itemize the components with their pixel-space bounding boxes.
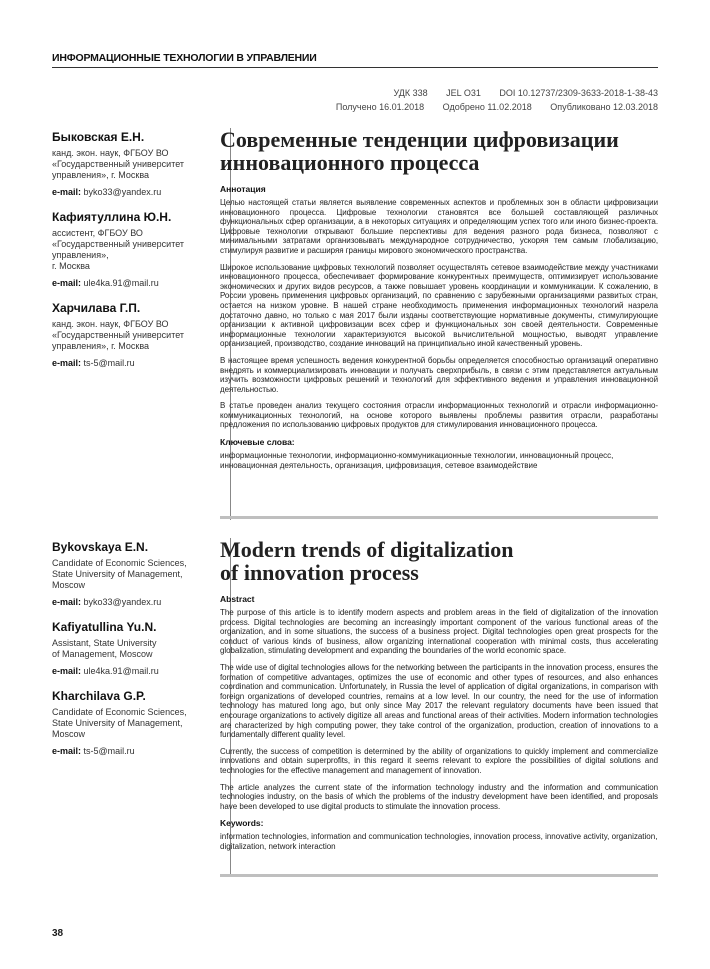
author-affiliation: канд. экон. наук, ФГБОУ ВО «Государственный университет управления», г. Москва <box>52 148 185 180</box>
udk-code: УДК 338 <box>393 88 428 98</box>
author-name: Кафиятуллина Ю.Н. <box>52 210 172 224</box>
author-block <box>52 130 222 198</box>
author-name: Kharchilava G.P. <box>52 689 146 703</box>
author-block <box>52 540 222 608</box>
author-email[interactable]: ule4ka.91@mail.ru <box>83 666 159 676</box>
author-block <box>52 210 222 289</box>
abstract-paragraph: В статье проведен анализ текущего состояния отрасли информационных технологий и отрасли информационно-коммуникационных технологий, на основе которого выявлены проблемы развития отрасли, разработаны предложения по использованию цифровых продуктов для стимулирования инновационного процесса. <box>220 401 658 430</box>
ru-article <box>220 128 658 470</box>
article-title-ru: Современные тенденции цифровизации инновационного процесса <box>220 127 619 175</box>
keywords-label: Ключевые слова: <box>220 437 295 448</box>
author-email-line <box>52 278 222 289</box>
ru-authors <box>52 130 222 381</box>
author-email[interactable]: ts-5@mail.ru <box>83 358 135 368</box>
author-block <box>52 689 222 757</box>
author-affiliation: канд. экон. наук, ФГБОУ ВО «Государственный университет управления», г. Москва <box>52 319 185 351</box>
approved-date: Одобрено 11.02.2018 <box>442 102 532 112</box>
header-rule <box>52 67 658 68</box>
section-divider-bar <box>220 516 658 519</box>
published-date: Опубликовано 12.03.2018 <box>550 102 658 112</box>
received-date: Получено 16.01.2018 <box>335 102 425 112</box>
en-authors <box>52 540 222 769</box>
abstract-paragraph: The purpose of this article is to identify modern aspects and problem areas in the field of digitalization of the innovation process. Digital technologies are becoming an increasingly important component of the various functional areas of the organization, and in some situations, the success of a business project. Digital technologies open great prospects for the conduct of various kinds of business, allow organizing international cooperation with minimal costs, thus accelerating globalization, stimulating development and expanding the boundaries of the world economic space. <box>220 608 658 656</box>
doi: DOI 10.12737/2309-3633-2018-1-38-43 <box>499 88 658 98</box>
article-dates <box>290 102 658 112</box>
abstract-paragraph: The article analyzes the current state of the information technology industry and the information and communication technologies industry, on the basis of which the problems of the industry development have been identified, and proposals have been developed to use digital products to stimulate the innovation process. <box>220 782 658 811</box>
email-label: e-mail: <box>52 358 82 368</box>
keywords-label: Keywords: <box>220 818 264 829</box>
abstract-paragraph: В настоящее время успешность ведения конкурентной борьбы определяется способностью организаций оперативно внедрять и коммерциализировать инновации и получать сверхприбыль, в связи с этим представляется актуальным изучить возможности цифровых решений и технологий для эффективного ведения и управления инновационной деятельностью. <box>220 355 658 394</box>
author-email-line <box>52 187 222 198</box>
author-email[interactable]: ule4ka.91@mail.ru <box>83 278 159 288</box>
jel-code: JEL O31 <box>446 88 481 98</box>
journal-section-title: ИНФОРМАЦИОННЫЕ ТЕХНОЛОГИИ В УПРАВЛЕНИИ <box>52 52 317 64</box>
author-affiliation: Candidate of Economic Sciences, State University of Management, Moscow <box>52 707 187 739</box>
author-name: Быковская Е.Н. <box>52 130 145 144</box>
author-email-line <box>52 358 222 369</box>
email-label: e-mail: <box>52 187 82 197</box>
author-affiliation: ассистент, ФГБОУ ВО «Государственный университет управления», г. Москва <box>52 228 185 271</box>
keywords-list: информационные технологии, информационно-коммуникационные технологии, инновационный процесс, инновационная деятельность, организация, цифровизация, сетевое взаимодействие <box>220 451 614 470</box>
abstract-paragraph: Currently, the success of competition is determined by the ability of organizations to quickly implement and commercialize innovations and obtain superprofits, in this regard it seems relevant to explore the possibilities of digital solutions and technologies for the effective management and management of innovation. <box>220 746 658 775</box>
en-article <box>220 538 658 851</box>
author-block <box>52 301 222 369</box>
author-email[interactable]: byko33@yandex.ru <box>83 187 162 197</box>
author-block <box>52 620 222 677</box>
email-label: e-mail: <box>52 746 82 756</box>
author-name: Харчилава Г.П. <box>52 301 141 315</box>
article-title-en: Modern trends of digitalization of innovation process <box>220 537 514 585</box>
abstract-paragraph: Широкое использование цифровых технологий позволяет осуществлять сетевое взаимодействие между участниками инновационного процесса, обеспечивает формирование конкурентных преимуществ, оптимизирует использование экономических и других видов ресурсов, а также повышает уровень координации и коммуникации. К сожалению, в России уровень применения цифровых организаций, по сравнению с зарубежными организациями развитых стран, остается на низком уровне. В нашей стране необходимость применения информационных технологий назрела достаточно давно, но только с мая 2017 были изданы соответствующие нормативные документы, стимулирующие организации к активной цифровизации всех сфер и функциональных зон своей деятельности. Современные информационные технологии характеризуются высокой вычислительной мощностью, выводят управление организацией, производство, создание инноваций на принципиально иной качественный уровень. <box>220 262 658 349</box>
email-label: e-mail: <box>52 597 82 607</box>
keywords-list: information technologies, information and communication technologies, innovation process, innovative activity, organization, digitalization, network interaction <box>220 832 658 851</box>
section-divider-bar <box>220 874 658 877</box>
article-ids <box>290 88 658 98</box>
page-number: 38 <box>52 928 64 939</box>
abstract-paragraph: Целью настоящей статьи является выявление современных аспектов и проблемных зон в области цифровизации инновационного процесса. Цифровые технологии становятся все большей составляющей различных функциональных сфер организации, а в некоторых ситуациях и определяющим успех того или иного бизнес-проекта. Цифровые технологии открывают большие перспективы для ведения разного рода бизнеса, позволяют с минимальными затратами организовывать международное сотрудничество, ускоряя тем самым глобализацию, стимулируя развитие и расширяя границы мирового экономического пространства. <box>220 198 658 255</box>
author-email-line <box>52 746 222 757</box>
author-affiliation: Assistant, State University of Management, Moscow <box>52 638 157 659</box>
abstract-label: Abstract <box>220 594 255 604</box>
email-label: e-mail: <box>52 666 82 676</box>
author-email-line <box>52 597 222 608</box>
author-name: Bykovskaya E.N. <box>52 540 149 554</box>
author-affiliation: Candidate of Economic Sciences, State University of Management, Moscow <box>52 558 187 590</box>
email-label: e-mail: <box>52 278 82 288</box>
author-email[interactable]: ts-5@mail.ru <box>83 746 135 756</box>
author-email[interactable]: byko33@yandex.ru <box>83 597 162 607</box>
author-name: Kafiyatullina Yu.N. <box>52 620 157 634</box>
author-email-line <box>52 666 222 677</box>
abstract-label: Аннотация <box>220 184 266 194</box>
abstract-paragraph: The wide use of digital technologies allows for the networking between the participants in the innovation process, ensures the formation of competitive advantages, optimizes the use of economic and other types of resources, and also enhances coordination and communication. Unfortunately, in Russia the level of application of digital organizations, in comparison with foreign organizations of developed countries, remains at a low level. In our country, the need for the use of information technology has matured long ago, but only since May 2017 the relevant regulatory documents have been issued that encourage organizations to actively digitize all areas and functional areas of their activities. Modern information technologies are characterized by high computing power, they take control of the organization, production, creation of innovations to a fundamentally different quality level. <box>220 662 658 740</box>
